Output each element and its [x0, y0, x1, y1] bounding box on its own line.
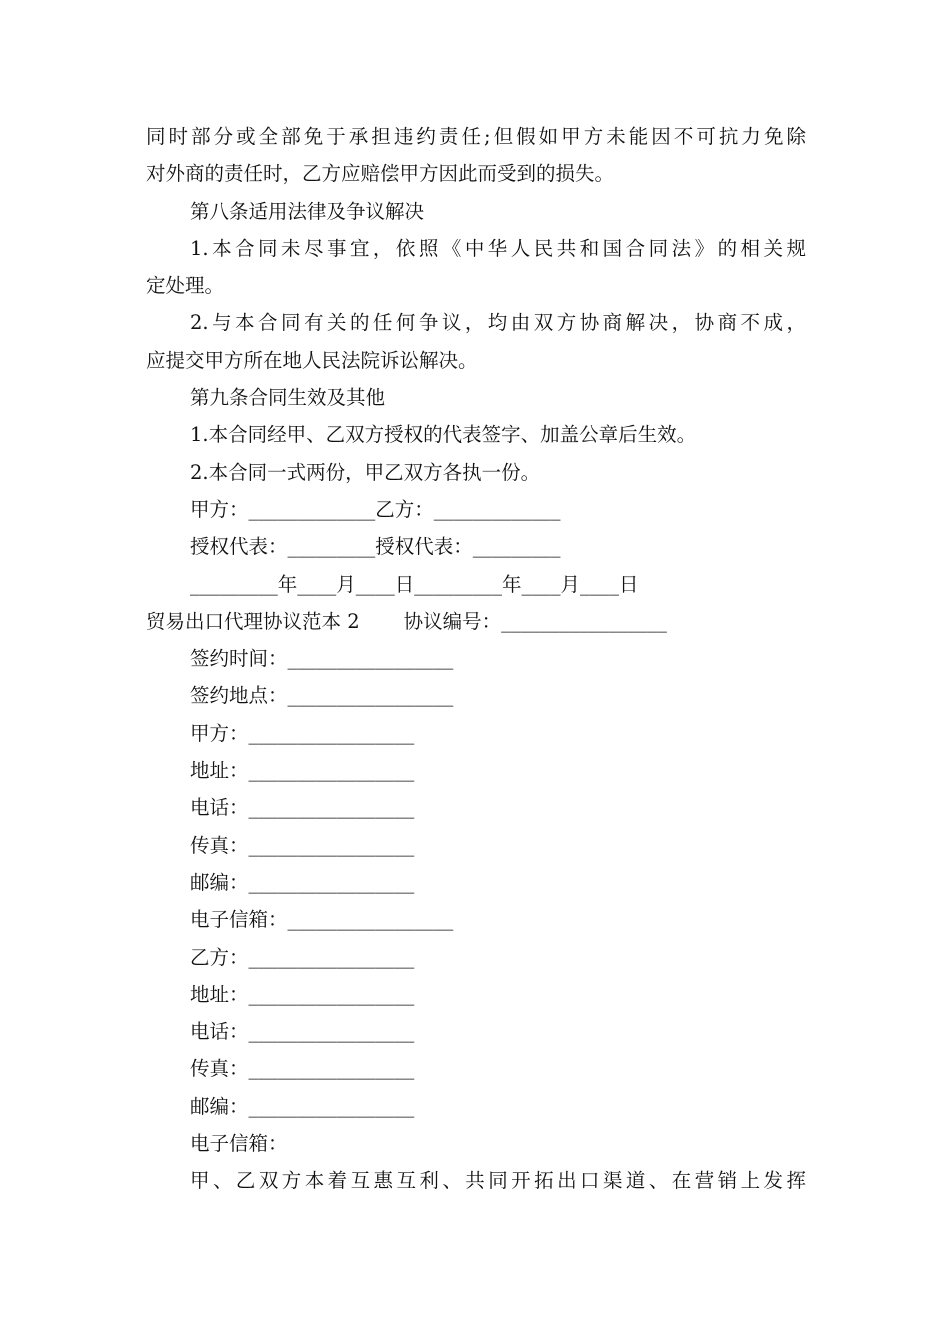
article-8-heading: 第八条适用法律及争议解决	[190, 199, 425, 223]
paragraph-line: 应提交甲方所在地人民法院诉讼解决。	[146, 348, 478, 372]
agreement-title: 贸易出口代理协议范本 2	[146, 609, 360, 633]
field-email-a: 电子信箱：_________________	[190, 908, 454, 932]
paragraph-line: 1.本合同经甲、乙双方授权的代表签字、加盖公章后生效。	[190, 423, 697, 447]
signature-representative-line: 授权代表：_________授权代表：_________	[190, 535, 561, 559]
field-fax-a: 传真：_________________	[190, 833, 415, 857]
field-phone-a: 电话：_________________	[190, 796, 415, 820]
signature-date-line: _________年____月____日_________年____月____日	[190, 572, 639, 596]
paragraph-line: 定处理。	[146, 274, 225, 298]
field-postcode-b: 邮编：_________________	[190, 1094, 415, 1118]
field-party-b: 乙方：_________________	[190, 945, 415, 969]
field-fax-b: 传真：_________________	[190, 1057, 415, 1081]
article-9-heading: 第九条合同生效及其他	[190, 386, 386, 410]
field-email-b: 电子信箱：	[190, 1132, 288, 1156]
agreement-title-line	[146, 603, 806, 640]
agreement-number: 协议编号：_________________	[403, 609, 667, 633]
field-address-a: 地址：_________________	[190, 759, 415, 783]
field-signing-place: 签约地点：_________________	[190, 684, 454, 708]
field-party-a: 甲方：_________________	[190, 721, 415, 745]
field-signing-time: 签约时间：_________________	[190, 647, 454, 671]
paragraph-line: 1.本合同未尽事宜，依照《中华人民共和国合同法》的相关规	[190, 236, 806, 260]
paragraph-line: 对外商的责任时，乙方应赔偿甲方因此而受到的损失。	[146, 162, 615, 186]
field-phone-b: 电话：_________________	[190, 1020, 415, 1044]
paragraph-line: 2.本合同一式两份，甲乙双方各执一份。	[190, 460, 541, 484]
field-address-b: 地址：_________________	[190, 982, 415, 1006]
signature-party-line: 甲方：_____________乙方：_____________	[190, 497, 561, 521]
paragraph-line: 2.与本合同有关的任何争议，均由双方协商解决，协商不成，	[190, 311, 806, 335]
document-body	[146, 118, 806, 1200]
field-postcode-a: 邮编：_________________	[190, 870, 415, 894]
paragraph-line: 甲、乙双方本着互惠互利、共同开拓出口渠道、在营销上发挥	[190, 1169, 806, 1193]
paragraph-line: 同时部分或全部免于承担违约责任;但假如甲方未能因不可抗力免除	[146, 125, 806, 148]
